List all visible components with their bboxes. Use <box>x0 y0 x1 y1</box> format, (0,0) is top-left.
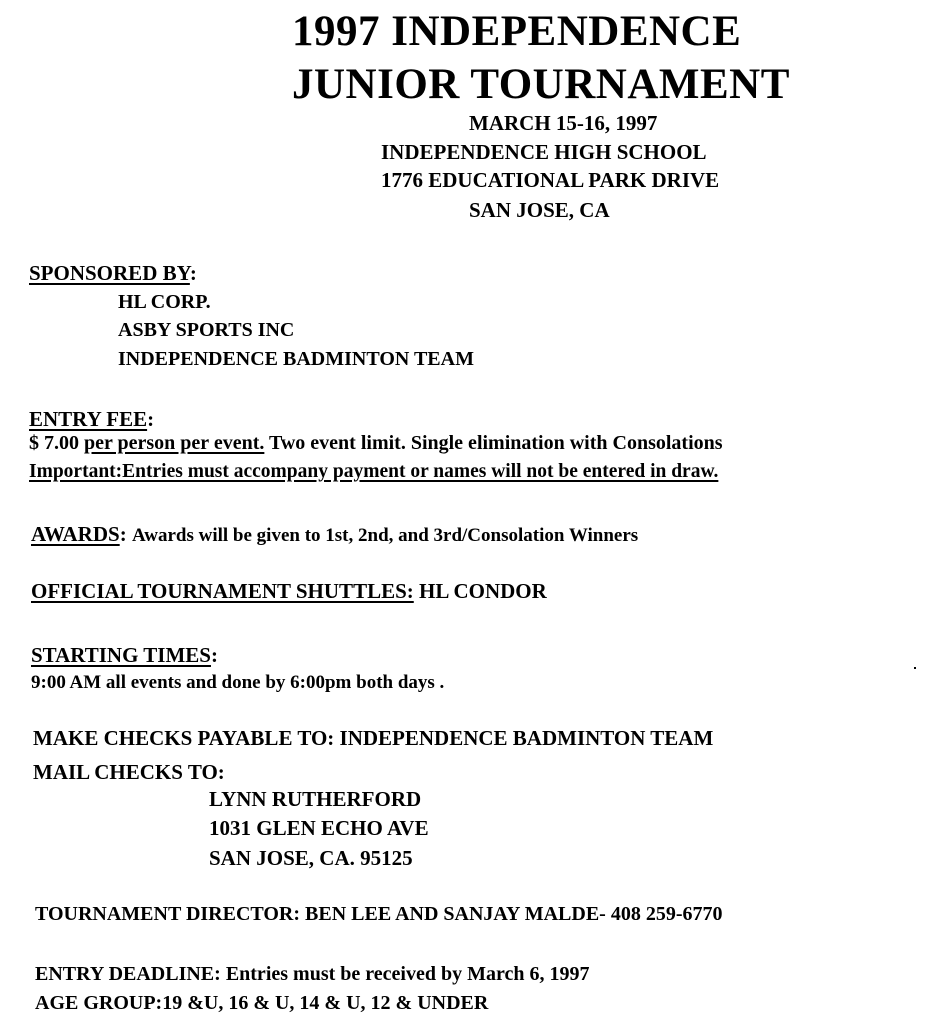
title-line-2: JUNIOR TOURNAMENT <box>292 61 790 108</box>
shuttles-label: OFFICIAL TOURNAMENT SHUTTLES: <box>31 579 414 603</box>
sponsors-heading <box>29 263 197 284</box>
mail-checks-label: MAIL CHECKS TO: <box>33 760 225 784</box>
starting-times-text: 9:00 AM all events and done by 6:00pm both days . <box>31 672 445 693</box>
sponsors-label: SPONSORED BY <box>29 261 190 285</box>
venue-name: INDEPENDENCE HIGH SCHOOL <box>381 140 707 164</box>
entry-fee-amount: $ 7.00 <box>29 432 84 454</box>
mail-city: SAN JOSE, CA. 95125 <box>209 846 413 870</box>
entry-fee-colon: : <box>147 407 155 431</box>
awards-text: Awards will be given to 1st, 2nd, and 3rd/Consolation Winners <box>131 525 639 546</box>
entry-fee-label: ENTRY FEE <box>29 407 148 431</box>
starting-times-heading <box>31 645 218 666</box>
awards-line <box>31 524 638 545</box>
tournament-director: TOURNAMENT DIRECTOR: BEN LEE AND SANJAY MALDE- 408 259-6770 <box>35 903 723 925</box>
awards-colon: : <box>119 522 132 546</box>
age-group-line: AGE GROUP:19 &U, 16 & U, 14 & U, 12 & UNDER <box>35 992 489 1014</box>
shuttles-text: HL CONDOR <box>413 579 547 603</box>
scan-speck <box>914 667 916 669</box>
awards-label: AWARDS <box>31 522 120 546</box>
sponsor-item: ASBY SPORTS INC <box>118 319 295 341</box>
sponsors-colon: : <box>189 261 197 285</box>
venue-city: SAN JOSE, CA <box>469 198 610 222</box>
starting-times-colon: : <box>210 643 218 667</box>
mail-name: LYNN RUTHERFORD <box>209 787 422 811</box>
checks-payable-line: MAKE CHECKS PAYABLE TO: INDEPENDENCE BADMINTON TEAM <box>33 726 714 750</box>
mail-street: 1031 GLEN ECHO AVE <box>209 816 429 840</box>
sponsor-item: HL CORP. <box>118 291 211 313</box>
entry-fee-rest: Two event limit. Single elimination with Consolations <box>264 432 723 454</box>
shuttles-line <box>31 581 547 602</box>
starting-times-label: STARTING TIMES <box>31 643 211 667</box>
title-line-1: 1997 INDEPENDENCE <box>292 8 742 55</box>
venue-address: 1776 EDUCATIONAL PARK DRIVE <box>381 168 720 192</box>
entry-deadline-line <box>35 964 589 984</box>
entry-fee-per: per person per event. <box>84 432 265 454</box>
entry-deadline-text: Entries must be received by March 6, 1997 <box>220 963 590 985</box>
entry-deadline-label: ENTRY DEADLINE: <box>35 963 221 985</box>
entry-fee-details <box>29 433 723 453</box>
sponsor-item: INDEPENDENCE BADMINTON TEAM <box>118 348 474 370</box>
entry-fee-heading <box>29 409 154 430</box>
entry-fee-important: Important:Entries must accompany payment or names will not be entered in draw. <box>29 461 719 482</box>
event-date: MARCH 15-16, 1997 <box>469 111 658 135</box>
